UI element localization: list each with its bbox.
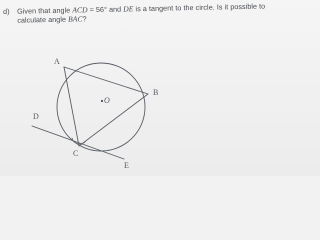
question-text-part-5: ? bbox=[82, 14, 87, 24]
question-text-part-3: is a tangent to the circle. Is it possible to bbox=[133, 1, 266, 14]
point-label-a: A bbox=[54, 57, 60, 66]
point-label-c: C bbox=[73, 149, 79, 158]
point-label-e: E bbox=[124, 161, 129, 170]
angle-acd-label: ACD bbox=[72, 5, 88, 15]
center-point bbox=[101, 100, 103, 102]
question-text-part-4: calculate angle bbox=[17, 14, 69, 25]
center-label-o: O bbox=[104, 96, 110, 105]
chord-cb bbox=[79, 94, 148, 146]
chord-ab bbox=[64, 67, 148, 94]
point-label-d: D bbox=[33, 112, 39, 121]
question-text-part-1: Given that angle bbox=[16, 5, 73, 16]
angle-bac-label: BAC bbox=[67, 14, 83, 24]
circle bbox=[57, 63, 145, 151]
point-label-b: B bbox=[153, 88, 159, 97]
question-label: d) bbox=[3, 6, 10, 16]
question-text-part-2: = 56° and bbox=[87, 4, 124, 15]
tangent-de-label: DE bbox=[123, 4, 134, 14]
